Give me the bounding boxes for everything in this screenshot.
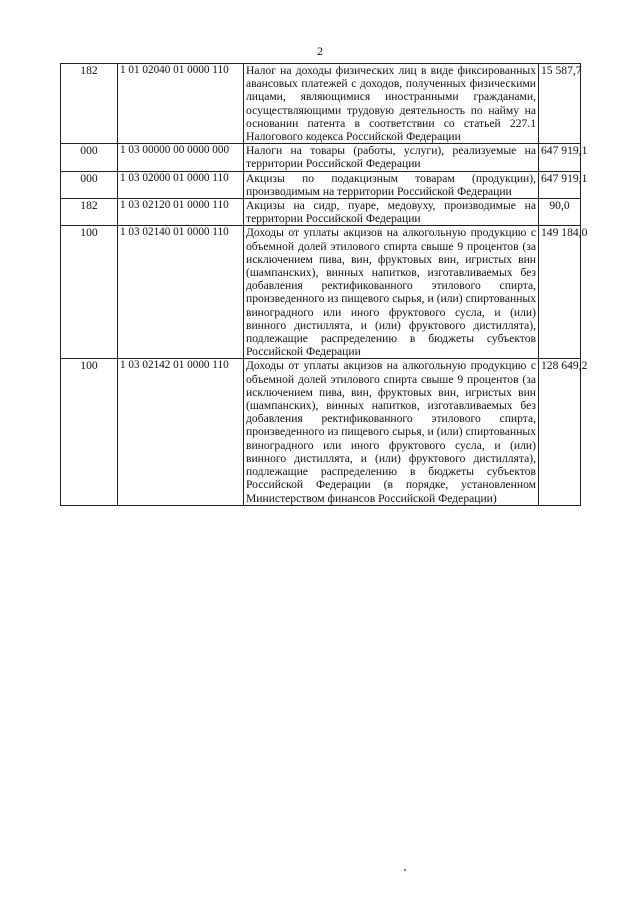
table-row <box>61 199 581 226</box>
table-row <box>61 144 581 171</box>
revenue-table <box>60 63 588 506</box>
budget-classification-code-cell: 1 03 02000 01 0000 110 <box>118 171 244 198</box>
budget-classification-code-cell: 1 03 02120 01 0000 110 <box>118 199 244 226</box>
revenue-name-cell: Доходы от уплаты акцизов на алкогольную продукцию с объемной долей этилового спирта свыше 9 процентов (за исключением пива, вин, фруктовых вин, игристых вин (шампанских), винных напитков, изготавливаемых без добавления ректификованного этилового спирта, произведенного из пищевого сырья, и (или) спиртованных виноградного или иного фруктового сусла, и (или) винного дистиллята, и (или) фруктового дистиллята), подлежащие распределению в бюджеты субъектов Российской Федерации (в порядке, установленном Министерством финансов Российской Федерации) <box>244 359 539 505</box>
amount-cell: 90,0 <box>539 199 581 226</box>
page-number: 2 <box>317 44 323 58</box>
admin-code-cell: 000 <box>61 171 118 198</box>
budget-classification-code-cell: 1 03 02142 01 0000 110 <box>118 359 244 505</box>
table-row <box>61 64 581 144</box>
budget-classification-code-cell: 1 01 02040 01 0000 110 <box>118 64 244 144</box>
amount-cell: 647 919,1 <box>539 171 581 198</box>
amount-cell: 15 587,7 <box>539 64 581 144</box>
scan-speck <box>404 869 406 871</box>
revenue-name-cell: Налоги на товары (работы, услуги), реализуемые на территории Российской Федерации <box>244 144 539 171</box>
budget-classification-code-cell: 1 03 00000 00 0000 000 <box>118 144 244 171</box>
admin-code-cell: 000 <box>61 144 118 171</box>
admin-code-cell: 182 <box>61 64 118 144</box>
amount-cell: 647 919,1 <box>539 144 581 171</box>
table-row <box>61 171 581 198</box>
table-row <box>61 359 581 505</box>
revenue-name-cell: Акцизы на сидр, пуаре, медовуху, производимые на территории Российской Федерации <box>244 199 539 226</box>
amount-cell: 128 649,2 <box>539 359 581 505</box>
revenue-name-cell: Акцизы по подакцизным товарам (продукции), производимым на территории Российской Федерации <box>244 171 539 198</box>
admin-code-cell: 100 <box>61 359 118 505</box>
revenue-name-cell: Доходы от уплаты акцизов на алкогольную продукцию с объемной долей этилового спирта свыше 9 процентов (за исключением пива, вин, фруктовых вин, игристых вин (шампанских), винных напитков, изготавливаемых без добавления ректификованного этилового спирта, произведенного из пищевого сырья, и (или) спиртованных виноградного или иного фруктового сусла, и (или) винного дистиллята, и (или) фруктового дистиллята), подлежащие распределению в бюджеты субъектов Российской Федерации <box>244 226 539 359</box>
admin-code-cell: 182 <box>61 199 118 226</box>
table-row <box>61 226 581 359</box>
revenue-name-cell: Налог на доходы физических лиц в виде фиксированных авансовых платежей с доходов, полученных физическими лицами, являющимися иностранными гражданами, осуществляющими трудовую деятельность по найму на основании патента в соответствии со статьей 227.1 Налогового кодекса Российской Федерации <box>244 64 539 144</box>
budget-classification-code-cell: 1 03 02140 01 0000 110 <box>118 226 244 359</box>
amount-cell: 149 184,0 <box>539 226 581 359</box>
admin-code-cell: 100 <box>61 226 118 359</box>
